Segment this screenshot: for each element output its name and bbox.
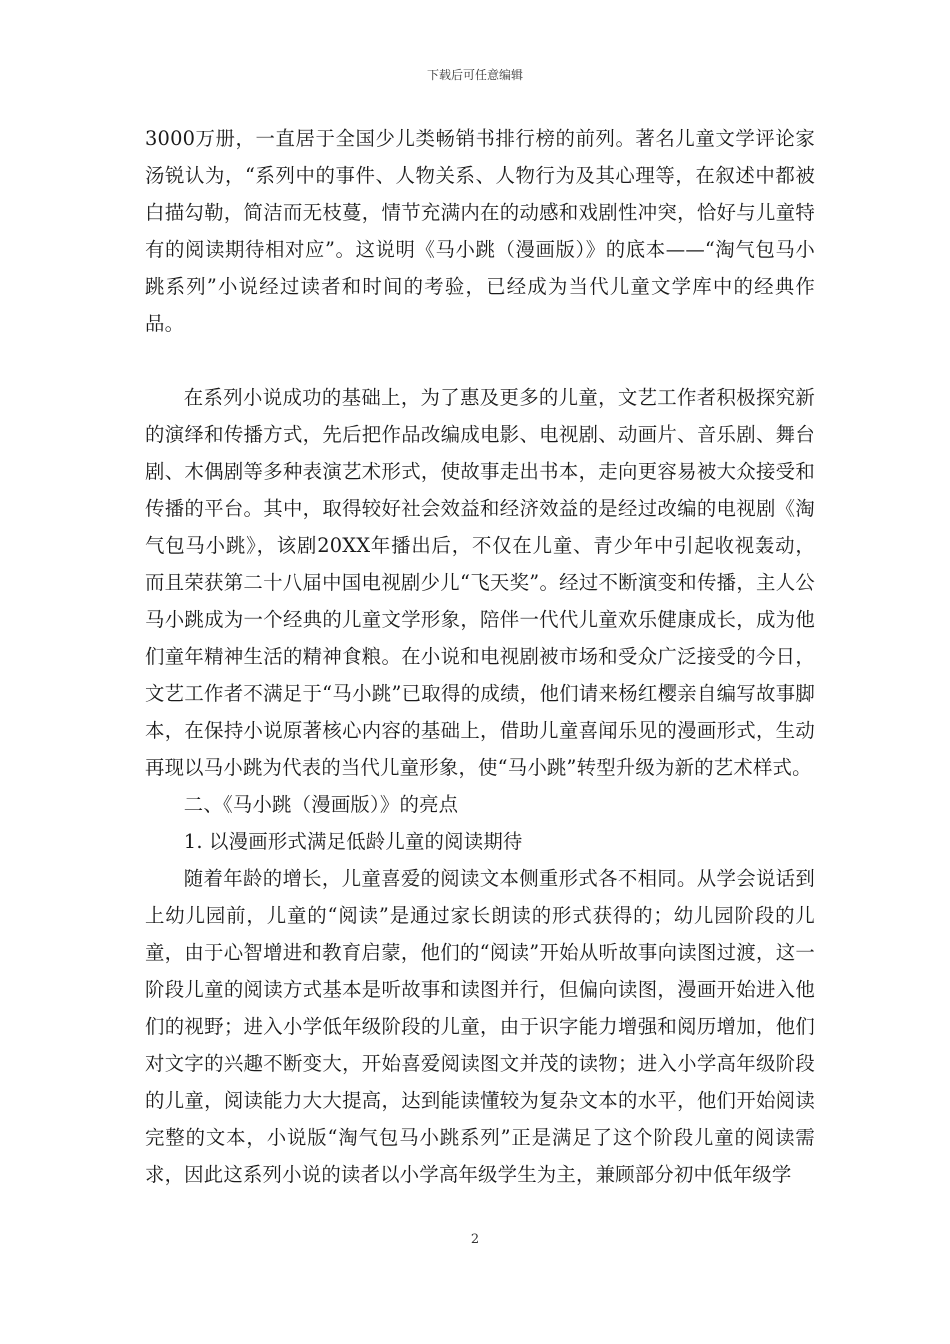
- paragraph-continuation: 3000万册，一直居于全国少儿类畅销书排行榜的前列。著名儿童文学评论家汤锐认为，“系列中的事件、人物关系、人物行为及其心理等，在叙述中都被白描勾勒，简洁而无枝蔓，情节充满内在的动感和戏剧性冲突，恰好与儿童特有的阅读期待相对应”。这说明《马小跳（漫画版）》的底本——“淘气包马小跳系列”小说经过读者和时间的考验，已经成为当代儿童文学库中的经典作品。: [145, 127, 815, 335]
- paragraph-adaptation: 在系列小说成功的基础上，为了惠及更多的儿童，文艺工作者积极探究新的演绎和传播方式，先后把作品改编成电影、电视剧、动画片、音乐剧、舞台剧、木偶剧等多种表演艺术形式，使故事走出书本，走向更容易被大众接受和传播的平台。其中，取得较好社会效益和经济效益的是经过改编的电视剧《淘气包马小跳》，该剧20XX年播出后，不仅在儿童、青少年中引起收视轰动，而且荣获第二十八届中国电视剧少儿“飞天奖”。经过不断演变和传播，主人公马小跳成为一个经典的儿童文学形象，陪伴一代代儿童欢乐健康成长，成为他们童年精神生活的精神食粮。在小说和电视剧被市场和受众广泛接受的今日，文艺工作者不满足于“马小跳”已取得的成绩，他们请来杨红樱亲自编写故事脚本，在保持小说原著核心内容的基础上，借助儿童喜闻乐见的漫画形式，生动再现以马小跳为代表的当代儿童形象，使“马小跳”转型升级为新的艺术样式。: [145, 386, 815, 779]
- subsection-heading: 1. 以漫画形式满足低龄儿童的阅读期待: [183, 830, 523, 853]
- paragraph-gap: [145, 342, 815, 379]
- paragraph-reading-stages: 随着年龄的增长，儿童喜爱的阅读文本侧重形式各不相同。从学会说话到上幼儿园前，儿童的“阅读”是通过家长朗读的形式获得的；幼儿园阶段的儿童，由于心智增进和教育启蒙，他们的“阅读”开始从听故事向读图过渡，这一阶段儿童的阅读方式基本是听故事和读图并行，但偏向读图，漫画开始进入他们的视野；进入小学低年级阶段的儿童，由于识字能力增强和阅历增加，他们对文字的兴趣不断变大，开始喜爱阅读图文并茂的读物；进入小学高年级阶段的儿童，阅读能力大大提高，达到能读懂较为复杂文本的水平，他们开始阅读完整的文本，小说版“淘气包马小跳系列”正是满足了这个阶段儿童的阅读需求，因此这系列小说的读者以小学高年级学生为主，兼顾部分初中低年级学: [145, 867, 815, 1186]
- page-number: 2: [470, 1232, 480, 1247]
- page-header: 下载后可任意编辑: [426, 68, 523, 82]
- document-body: [145, 120, 815, 1193]
- section-heading: 二、《马小跳（漫画版）》的亮点: [183, 793, 459, 816]
